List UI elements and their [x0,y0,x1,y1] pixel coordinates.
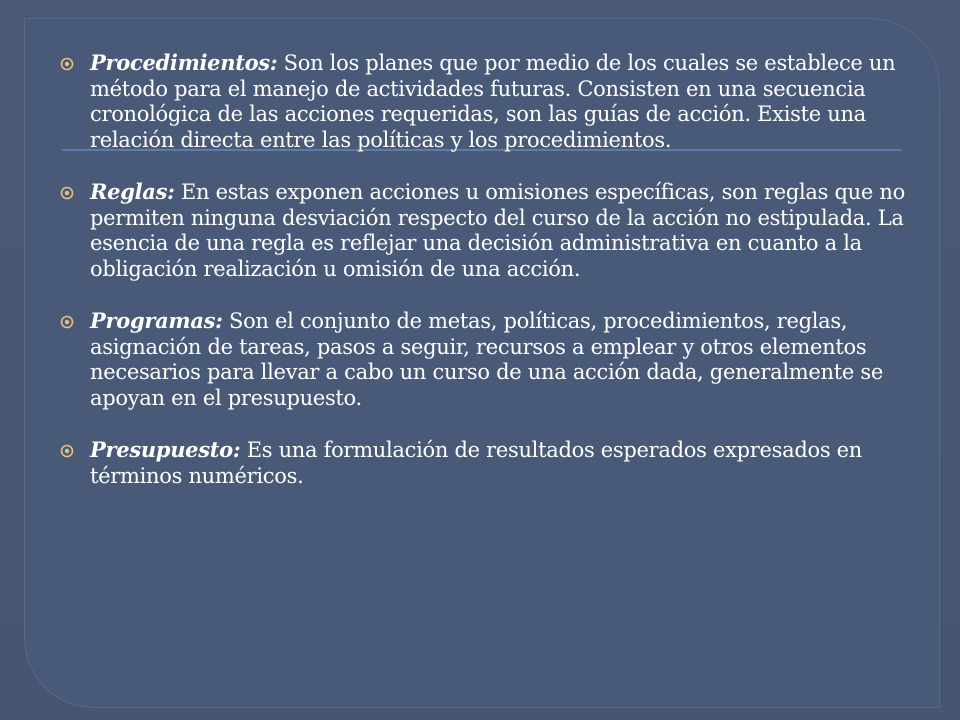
circled-dot-bullet-icon [60,50,90,71]
term-description: En estas exponen acciones u omisiones específicas, son reglas que no permiten ninguna desviación respecto del curso de la acción no estipulada. La esencia de una regla es reflejar una decisión administrativa en cuanto a la obligación realización u omisión de una acción. [90,180,905,281]
list-item-reglas [60,179,920,282]
circled-dot-bullet-icon [60,179,90,200]
term-label: Procedimientos: [90,50,278,75]
term-description: Es una formulación de resultados esperados expresados en términos numéricos. [90,438,863,488]
list-item-text [90,50,910,153]
bullet-list [60,50,920,515]
list-item-text [90,308,910,411]
circled-dot-bullet-icon [60,308,90,329]
list-item-text [90,437,910,489]
term-label: Programas: [90,308,223,333]
circled-dot-bullet-icon [60,437,90,458]
list-item-presupuesto [60,437,920,489]
list-item-procedimientos [60,50,920,153]
term-label: Presupuesto: [90,437,241,462]
term-label: Reglas: [90,179,175,204]
list-item-programas [60,308,920,411]
term-description: Son el conjunto de metas, políticas, procedimientos, reglas, asignación de tareas, pasos a seguir, recursos a emplear y otros elementos necesarios para llevar a cabo un curso de una acción dada, generalmente se apoyan en el presupuesto. [90,309,884,410]
list-item-text [90,179,910,282]
term-description: Son los planes que por medio de los cuales se establece un método para el manejo de actividades futuras. Consisten en una secuencia cronológica de las acciones requeridas, son las guías de acción. Existe una relación directa entre las políticas y los procedimientos. [90,51,896,152]
